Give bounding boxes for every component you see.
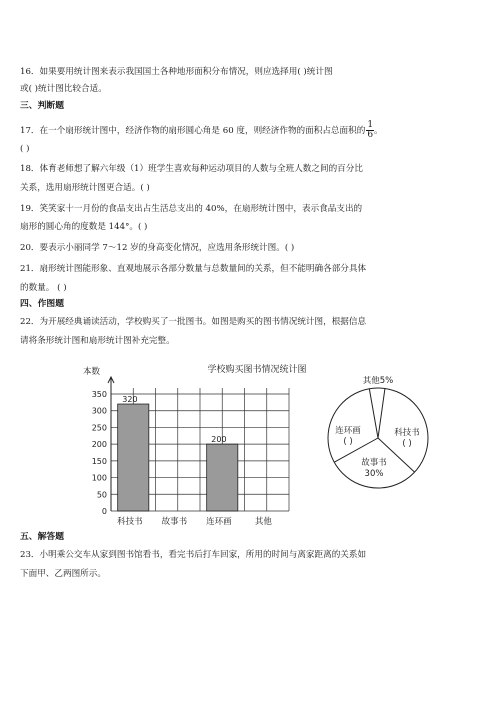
question-21-line-1: 21．扇形统计图能形象、直观地展示各部分数量与总数量间的关系，但不能明确各部分具体 (20, 264, 367, 274)
pie-slice-label: 科技书 (394, 428, 420, 438)
y-tick-label: 100 (91, 473, 107, 483)
question-23-line-1: 23．小明乘公交车从家到图书馆看书，看完书后打车回家，所用的时间与离家距离的关系如 (20, 550, 367, 560)
section-3-title: 三、判断题 (20, 101, 64, 111)
question-23-line-2: 下面甲、乙两图所示。 (20, 569, 106, 579)
question-16-line-1: 16．如果要用统计图来表示我国国土各种地形面积分布情况，则应选择用( )统计图 (20, 67, 333, 77)
x-tick-label: 连环画 (206, 517, 232, 527)
y-tick-label: 0 (101, 507, 107, 516)
question-17-text: 17．在一个扇形统计图中，经济作物的扇形圆心角是 60 度，则经济作物的面积占总面积的 (20, 126, 366, 136)
question-16-line-2: 或( )统计图比较合适。 (20, 84, 107, 94)
question-17-tail: 。 (374, 126, 383, 136)
pie-slice-label: 其他5% (362, 376, 394, 386)
question-17-fraction (366, 121, 374, 140)
question-22-line-1: 22．为开展经典诵读活动，学校购买了一批图书。如图是购买的图书情况统计图，根据信息 (20, 317, 367, 327)
chart-title: 学校购买图书情况统计图 (207, 365, 307, 375)
y-tick-label: 150 (91, 456, 107, 466)
x-tick-label: 故事书 (161, 517, 188, 527)
section-4-title: 四、作图题 (20, 299, 64, 309)
bar-value-label: 320 (122, 395, 138, 405)
pie-slice-value: ( ) (343, 437, 353, 447)
question-17-line-1 (20, 121, 482, 140)
pie-slice-label: 连环画 (335, 426, 361, 436)
y-axis-label: 本数 (83, 367, 101, 377)
y-tick-label: 350 (91, 390, 107, 399)
pie-chart (316, 376, 440, 494)
y-tick-label: 50 (96, 490, 107, 500)
bar (118, 404, 149, 511)
bar-chart (70, 356, 315, 528)
bar (207, 444, 238, 511)
pie-slice-label: 故事书 (361, 458, 387, 468)
question-21-line-2: 的数量。 ( ) (20, 283, 67, 293)
y-tick-label: 250 (91, 423, 107, 433)
pie-slice-value: ( ) (402, 439, 412, 449)
question-18-line-2: 关系，选用扇形统计图更合适。( ) (20, 183, 150, 193)
question-22-line-2: 请将条形统计图和扇形统计图补充完整。 (20, 336, 175, 346)
fraction-numerator: 1 (367, 120, 374, 130)
question-19-line-1: 19．笑笑家十一月份的食品支出占生活总支出的 40%，在扇形统计图中，表示食品支出的 (20, 204, 363, 214)
y-tick-label: 200 (91, 440, 107, 450)
x-tick-labels (117, 516, 272, 527)
x-tick-label: 其他 (254, 517, 272, 527)
question-17-line-2: ( ) (20, 144, 30, 154)
y-tick-label: 300 (91, 406, 107, 416)
y-tick-labels (92, 390, 107, 516)
question-19-line-2: 扇形的圆心角的度数是 144°。( ) (20, 222, 148, 232)
section-5-title: 五、解答题 (20, 532, 64, 542)
question-18-line-1: 18．体育老师想了解六年级（1）班学生喜欢每种运动项目的人数与全班人数之间的百分比 (20, 164, 363, 174)
pie-slice-value: 30% (364, 469, 384, 479)
fraction-denominator: 6 (367, 130, 374, 140)
question-20: 20．要表示小丽同学 7～12 岁的身高变化情况，应选用条形统计图。( ) (20, 243, 295, 253)
pie-body (328, 376, 428, 488)
x-tick-label: 科技书 (117, 517, 143, 527)
bar-value-label: 200 (211, 435, 227, 445)
